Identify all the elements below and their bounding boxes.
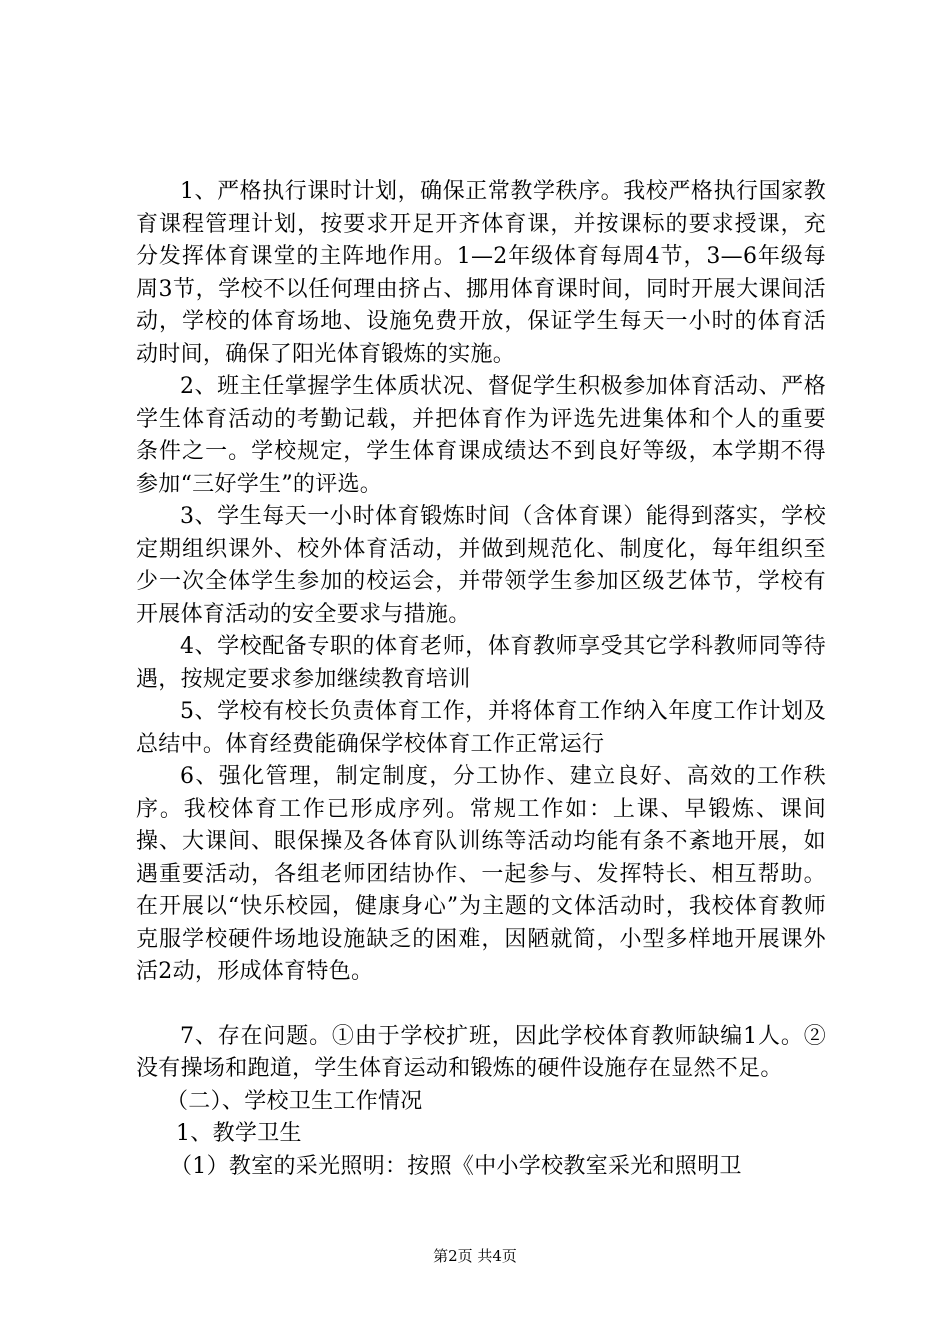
section-heading: （二）、学校卫生工作情况 — [166, 1088, 423, 1114]
subsection-heading: 1、教学卫生 — [176, 1121, 302, 1146]
paragraph-6: 6、强化管理，制定制度，分工协作、建立良好、高效的工作秩序。我校体育工作已形成序列。常规工作如：上课、早锻炼、课间操、大课间、眼保操及各体育队训练等活动均能有条不紊地开展，如遇重要活动，各组老师团结协作、一起参与、发挥特长、相互帮助。在开展以“快乐校园，健康身心”为主题的文体活动时，我校体育教师克服学校硬件场地设施缺乏的困难，因陋就简，小型多样地开展课外活2动，形成体育特色。 — [136, 764, 826, 984]
paragraph-5: 5、学校有校长负责体育工作，并将体育工作纳入年度工作计划及总结中。体育经费能确保学校体育工作正常运行 — [136, 699, 826, 757]
paragraph-1: 1、严格执行课时计划，确保正常教学秩序。我校严格执行国家教育课程管理计划，按要求开足开齐体育课，并按课标的要求授课，充分发挥体育课堂的主阵地作用。1—2年级体育每周4节，3—6年级每周3节，学校不以任何理由挤占、挪用体育课时间，同时开展大课间活动，学校的体育场地、设施免费开放，保证学生每天一小时的体育活动时间，确保了阳光体育锻炼的实施。 — [136, 179, 826, 367]
paragraph-4: 4、学校配备专职的体育老师，体育教师享受其它学科教师同等待遇，按规定要求参加继续教育培训 — [136, 634, 826, 692]
paragraph-7: 7、存在问题。①由于学校扩班，因此学校体育教师缺编1人。②没有操场和跑道，学生体育运动和锻炼的硬件设施存在显然不足。 — [136, 1023, 826, 1081]
document-body — [136, 176, 826, 1183]
paragraph-8: （1）教室的采光照明：按照《中小学校教室采光和照明卫 — [170, 1153, 742, 1179]
paragraph-2: 2、班主任掌握学生体质状况、督促学生积极参加体育活动、严格学生体育活动的考勤记载，并把体育作为评选先进集体和个人的重要条件之一。学校规定，学生体育课成绩达不到良好等级，本学期不得参加“三好学生”的评选。 — [136, 374, 826, 497]
paragraph-gap — [136, 989, 826, 1021]
page-number-footer: 第2页 共4页 — [433, 1247, 517, 1265]
paragraph-3: 3、学生每天一小时体育锻炼时间（含体育课）能得到落实，学校定期组织课外、校外体育活动，并做到规范化、制度化，每年组织至少一次全体学生参加的校运会，并带领学生参加区级艺体节，学校有开展体育活动的安全要求与措施。 — [136, 504, 826, 627]
